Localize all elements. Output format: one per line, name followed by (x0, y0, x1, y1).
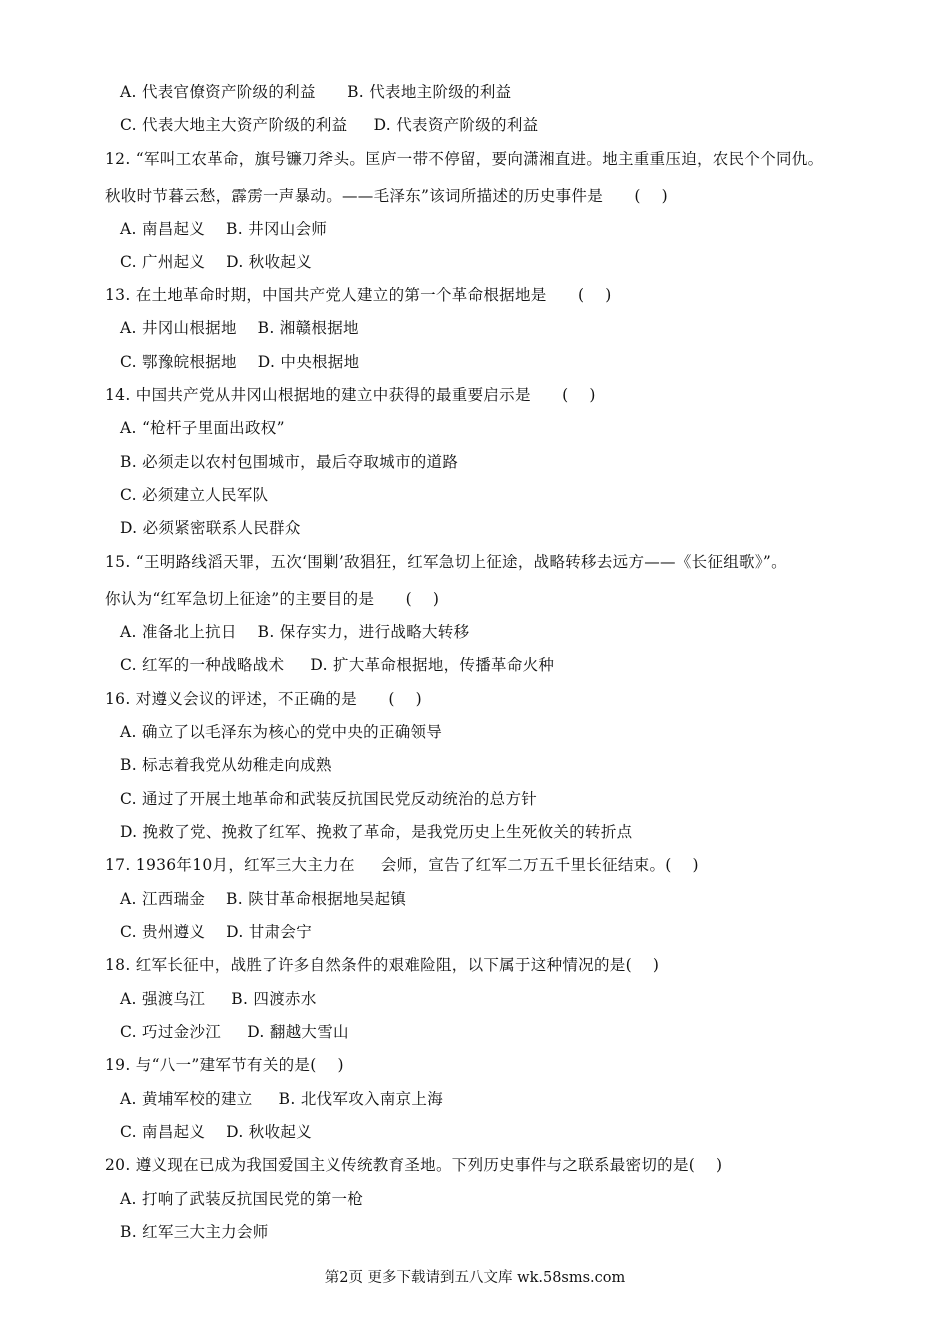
answer-option: C. 鄂豫皖根据地 D. 中央根据地 (120, 353, 360, 371)
question-stem: 15. “王明路线滔天罪，五次‘围剿’敌猖狂，红军急切上征途，战略转移去远方——《长征组歌》”。 (105, 553, 787, 571)
answer-option: C. 通过了开展土地革命和武装反抗国民党反动统治的总方针 (120, 790, 538, 808)
question-stem: 16. 对遵义会议的评述，不正确的是 ( ) (105, 690, 422, 708)
question-stem: 20. 遵义现在已成为我国爱国主义传统教育圣地。下列历史事件与之联系最密切的是( ) (105, 1156, 723, 1174)
answer-option: A. 准备北上抗日 B. 保存实力，进行战略大转移 (120, 623, 470, 641)
answer-option: A. 确立了以毛泽东为核心的党中央的正确领导 (120, 723, 443, 741)
question-stem: 12. “军叫工农革命，旗号镰刀斧头。匡庐一带不停留，要向潇湘直进。地主重重压迫，农民个个同仇。 (105, 150, 824, 168)
question-stem: 18. 红军长征中，战胜了许多自然条件的艰难险阻，以下属于这种情况的是( ) (105, 956, 660, 974)
answer-option: A. 江西瑞金 B. 陕甘革命根据地吴起镇 (120, 890, 407, 908)
answer-option: C. 贵州遵义 D. 甘肃会宁 (120, 923, 312, 941)
answer-option: A. 黄埔军校的建立 B. 北伐军攻入南京上海 (120, 1090, 444, 1108)
answer-option: B. 标志着我党从幼稚走向成熟 (120, 756, 332, 774)
answer-option: A. 强渡乌江 B. 四渡赤水 (120, 990, 317, 1008)
answer-option: A. 井冈山根据地 B. 湘赣根据地 (120, 319, 359, 337)
answer-option: C. 红军的一种战略战术 D. 扩大革命根据地，传播革命火种 (120, 656, 555, 674)
answer-option: A. 代表官僚资产阶级的利益 B. 代表地主阶级的利益 (120, 83, 512, 101)
answer-option: A. 打响了武装反抗国民党的第一枪 (120, 1190, 364, 1208)
answer-option: B. 必须走以农村包围城市，最后夺取城市的道路 (120, 453, 459, 471)
answer-option: A. “枪杆子里面出政权” (120, 419, 285, 437)
answer-option: C. 巧过金沙江 D. 翻越大雪山 (120, 1023, 349, 1041)
question-stem: 你认为“红军急切上征途”的主要目的是 ( ) (105, 590, 440, 608)
answer-option: C. 代表大地主大资产阶级的利益 D. 代表资产阶级的利益 (120, 116, 539, 134)
page-footer: 第2页 更多下载请到五八文库 wk.58sms.com (324, 1270, 626, 1286)
answer-option: C. 必须建立人民军队 (120, 486, 269, 504)
question-stem: 19. 与“八一”建军节有关的是( ) (105, 1056, 344, 1074)
answer-option: B. 红军三大主力会师 (120, 1223, 269, 1241)
question-stem: 13. 在土地革命时期，中国共产党人建立的第一个革命根据地是 ( ) (105, 286, 612, 304)
answer-option: C. 南昌起义 D. 秋收起义 (120, 1123, 312, 1141)
question-stem: 17. 1936年10月，红军三大主力在 会师，宣告了红军二万五千里长征结束。( ) (105, 856, 699, 874)
answer-option: D. 挽救了党、挽救了红军、挽救了革命，是我党历史上生死攸关的转折点 (120, 823, 633, 841)
answer-option: A. 南昌起义 B. 井冈山会师 (120, 220, 328, 238)
question-stem: 14. 中国共产党从井冈山根据地的建立中获得的最重要启示是 ( ) (105, 386, 596, 404)
answer-option: D. 必须紧密联系人民群众 (120, 519, 301, 537)
answer-option: C. 广州起义 D. 秋收起义 (120, 253, 312, 271)
question-stem: 秋收时节暮云愁，霹雳一声暴动。——毛泽东”该词所描述的历史事件是 ( ) (105, 187, 668, 205)
